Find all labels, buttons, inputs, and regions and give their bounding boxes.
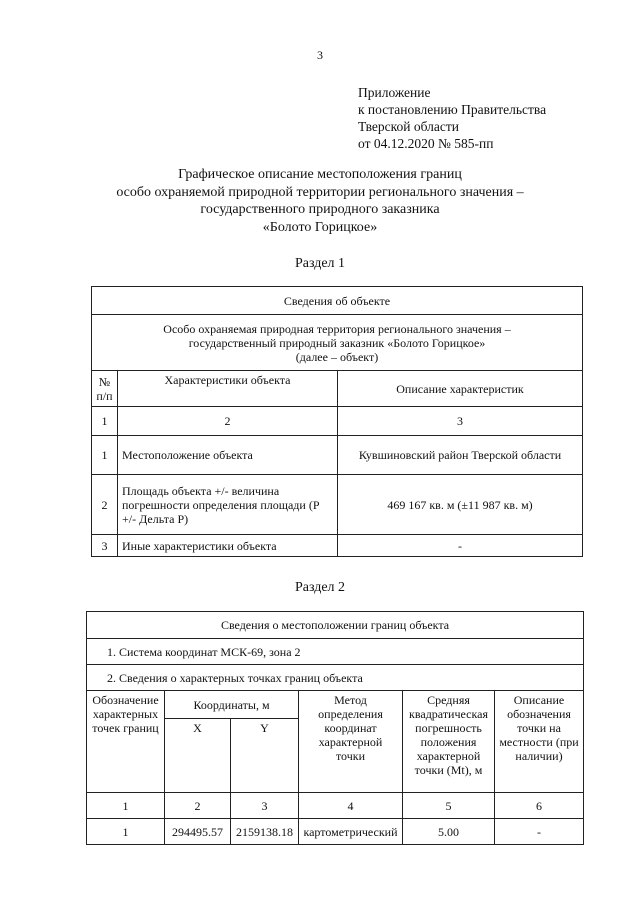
object-description	[92, 315, 583, 371]
coordinate-system: 1. Система координат МСК-69, зона 2	[87, 639, 584, 665]
column-header: Характеристики объекта	[118, 371, 338, 407]
column-header: Метод определения координат характерной точки	[299, 691, 403, 793]
row-value: Кувшиновский район Тверской области	[338, 436, 583, 475]
object-info-table	[91, 286, 583, 557]
section2-heading: Раздел 2	[294, 580, 346, 595]
document-title	[0, 166, 640, 236]
column-header: Обозначение характерных точек границ	[87, 691, 165, 793]
row-value: -	[338, 535, 583, 557]
page-number: 3	[317, 48, 323, 62]
column-number: 1	[87, 793, 165, 819]
column-number: 3	[231, 793, 299, 819]
method: картометрический	[299, 819, 403, 845]
column-number: 2	[165, 793, 231, 819]
table-row	[87, 819, 584, 845]
title-line: Графическое описание местоположения границ	[178, 167, 462, 182]
table-row	[92, 535, 583, 557]
object-desc-line: (далее – объект)	[295, 349, 379, 364]
row-number: 2	[92, 475, 118, 535]
column-number: 1	[92, 407, 118, 436]
row-number: 1	[92, 436, 118, 475]
coord-x: 294495.57	[165, 819, 231, 845]
boundary-points-table	[86, 611, 584, 845]
column-header: Средняя квадратическая погрешность положения характерной точки (Mt), м	[403, 691, 495, 793]
section1-heading: Раздел 1	[294, 256, 346, 271]
column-header: № п/п	[92, 371, 118, 407]
appendix-line: от 04.12.2020 № 585-пп	[358, 136, 494, 151]
appendix-line: к постановлению Правительства	[358, 102, 547, 117]
column-header: Описание обозначения точки на местности (при наличии)	[495, 691, 584, 793]
row-name: Иные характеристики объекта	[118, 535, 338, 557]
title-line: «Болото Горицкое»	[262, 219, 378, 235]
row-value: 469 167 кв. м (±11 987 кв. м)	[338, 475, 583, 535]
column-number: 4	[299, 793, 403, 819]
point-id: 1	[87, 819, 165, 845]
table-row	[92, 475, 583, 535]
table-header: Сведения об объекте	[92, 287, 583, 315]
row-number: 3	[92, 535, 118, 557]
accuracy: 5.00	[403, 819, 495, 845]
column-number: 6	[495, 793, 584, 819]
title-line: государственного природного заказника	[200, 202, 440, 217]
column-number: 3	[338, 407, 583, 436]
appendix-line: Приложение	[358, 85, 431, 100]
object-desc-line: государственный природный заказник «Болото Горицкое»	[188, 335, 486, 350]
row-name: Местоположение объекта	[118, 436, 338, 475]
object-desc-line: Особо охраняемая природная территория регионального значения –	[163, 321, 511, 336]
title-line: особо охраняемой природной территории регионального значения –	[116, 184, 524, 200]
column-number: 2	[118, 407, 338, 436]
column-header: Y	[231, 719, 299, 793]
table-row	[92, 436, 583, 475]
table-header: Сведения о местоположении границ объекта	[87, 612, 584, 639]
column-header: Описание характеристик	[338, 371, 583, 407]
appendix-line: Тверской области	[358, 119, 459, 134]
column-number: 5	[403, 793, 495, 819]
appendix-block	[358, 84, 546, 152]
coord-y: 2159138.18	[231, 819, 299, 845]
column-header: X	[165, 719, 231, 793]
point-description: -	[495, 819, 584, 845]
points-header: 2. Сведения о характерных точках границ объекта	[87, 665, 584, 691]
row-name: Площадь объекта +/- величина погрешности определения площади (P +/- Дельта P)	[118, 475, 338, 535]
column-header: Координаты, м	[165, 691, 299, 719]
